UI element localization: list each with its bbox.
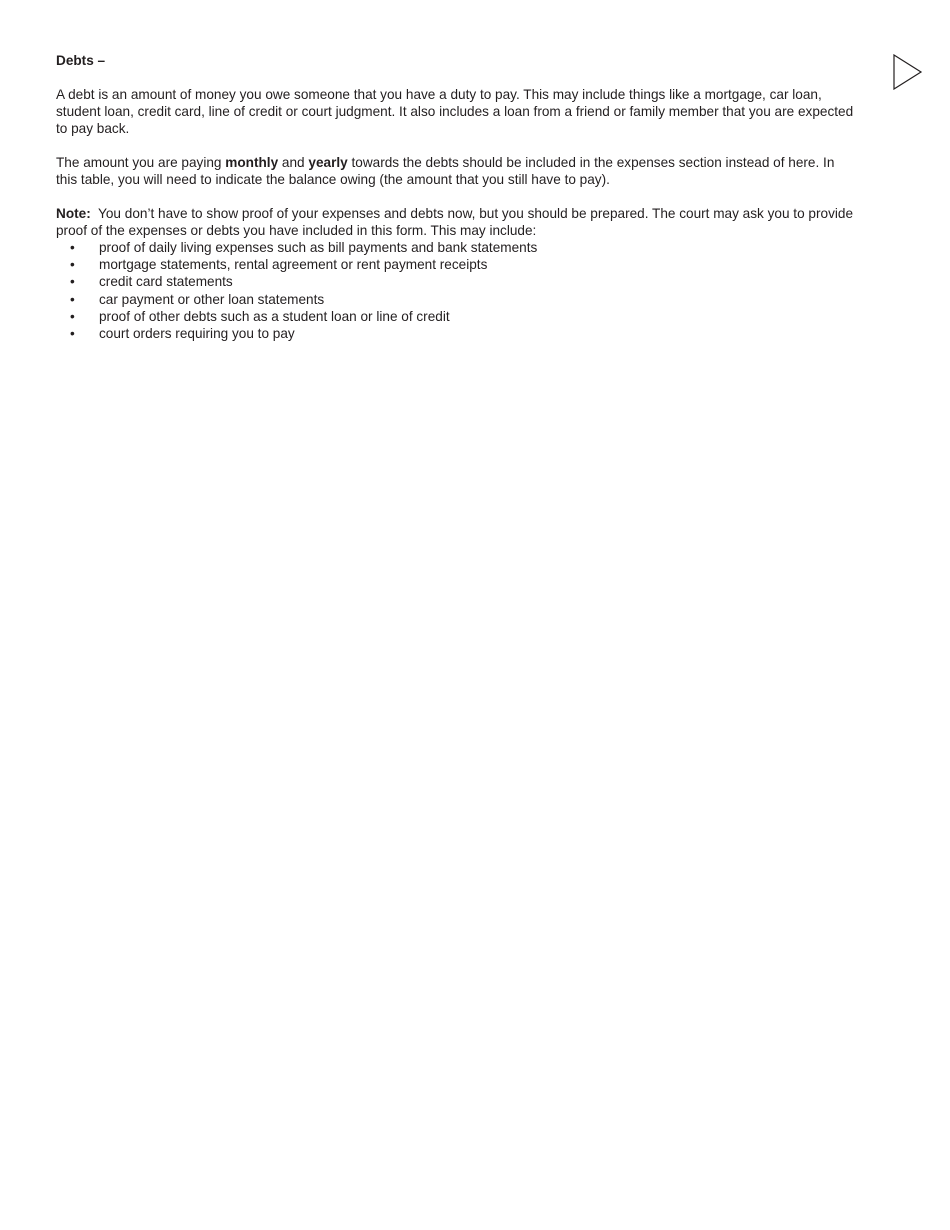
list-item: [56, 308, 856, 325]
list-item: [56, 291, 856, 308]
spacer: [56, 69, 856, 86]
bullet: •: [70, 240, 75, 255]
monthly-yearly-paragraph: [56, 154, 856, 188]
paragraph-text: towards the debts should be included in the expenses section instead of here. In this table, you will need to indicate the balance owing (the amount that you still have to pay).: [56, 155, 835, 187]
list-item-text: court orders requiring you to pay: [99, 326, 295, 342]
bullet: •: [70, 291, 75, 307]
bold-monthly: monthly: [225, 155, 279, 170]
debt-definition-paragraph: A debt is an amount of money you owe someone that you have a duty to pay. This may include things like a mortgage, car loan, student loan, credit card, line of credit or court judgment. It also includes a loan from a friend or family member that you are expected to pay back.: [56, 87, 854, 136]
list-item: [56, 273, 856, 290]
bold-yearly: yearly: [308, 155, 348, 170]
note-paragraph: [56, 205, 856, 239]
note-text: You don’t have to show proof of your expenses and debts now, but you should be prepared. The court may ask you to provide proof of the expenses or debts you have included in this form. This may include:: [56, 206, 857, 238]
list-item-text: proof of daily living expenses such as bill payments and bank statements: [99, 240, 538, 255]
list-item: [56, 325, 856, 342]
note-label: Note:: [56, 206, 91, 221]
spacer: [56, 188, 856, 205]
list-item: [56, 239, 856, 256]
section-title: Debts –: [56, 53, 106, 68]
list-item-text: proof of other debts such as a student loan or line of credit: [99, 308, 450, 324]
bullet: •: [70, 274, 75, 290]
list-item-text: car payment or other loan statements: [99, 291, 325, 307]
list-item-text: mortgage statements, rental agreement or rent payment receipts: [99, 257, 488, 273]
paragraph-text: The amount you are paying: [56, 155, 226, 170]
bullet: •: [70, 326, 75, 342]
bullet: •: [70, 308, 75, 324]
bullet: •: [70, 257, 75, 273]
list-item: [56, 256, 856, 273]
triangle-right-outline-icon[interactable]: [893, 54, 923, 90]
paragraph-text: and: [278, 155, 309, 170]
proof-list: [56, 239, 856, 342]
list-item-text: credit card statements: [99, 274, 233, 290]
spacer: [56, 137, 856, 154]
debts-section: [56, 52, 856, 342]
